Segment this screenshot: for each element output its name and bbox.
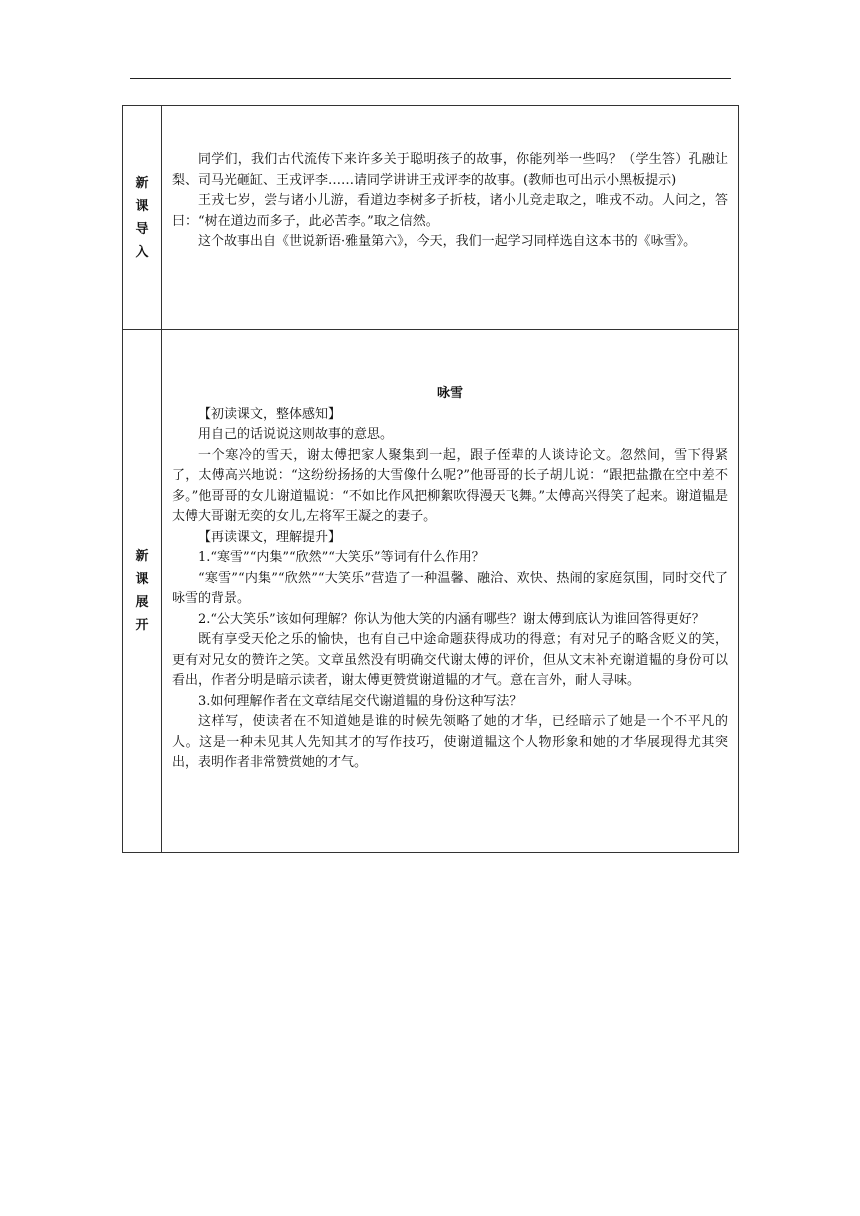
lesson-plan-table bbox=[122, 105, 739, 853]
answer: 既有享受天伦之乐的愉快，也有自己中途命题获得成功的得意；有对兄子的略含贬义的笑，更有对兄女的赞许之笑。文章虽然没有明确交代谢太傅的评价，但从文末补充谢道韫的身份可以看出，作者分明是暗示读者，谢太傅更赞赏谢道韫的才气。意在言外，耐人寻味。 bbox=[172, 632, 728, 688]
answer: 这样写，使读者在不知道她是谁的时候先领略了她的才华，已经暗示了她是一个不平凡的人。这是一种未见其人先知其才的写作技巧，使谢道韫这个人物形象和她的才华展现得尤其突出，表明作者非常赞赏她的才气。 bbox=[172, 714, 728, 770]
question: 3.如何理解作者在文章结尾交代谢道韫的身份这种写法？ bbox=[198, 693, 523, 709]
intro-paragraph: 王戎七岁，尝与诸小儿游，看道边李树多子折枝，诸小儿竞走取之，唯戎不动。人问之，答曰：“树在道边而多子，此必苦李。”取之信然。 bbox=[172, 193, 728, 229]
intro-label-cell bbox=[123, 106, 162, 329]
develop-paragraph: 一个寒冷的雪天，谢太傅把家人聚集到一起，跟子侄辈的人谈诗论文。忽然间，雪下得紧了，太傅高兴地说：“这纷纷扬扬的大雪像什么呢?”他哥哥的长子胡儿说：“跟把盐撒在空中差不多。”他哥哥的女儿谢道韫说：“不如比作风把柳絮吹得漫天飞舞。”太傅高兴得笑了起来。谢道韫是太傅大哥谢无奕的女儿,左将军王凝之的妻子。 bbox=[172, 447, 728, 524]
header-rule bbox=[130, 78, 731, 79]
intro-row bbox=[123, 106, 738, 330]
text-title: 咏雪 bbox=[436, 386, 463, 401]
develop-label-cell bbox=[123, 330, 162, 852]
develop-content bbox=[162, 330, 738, 852]
develop-paragraph: 用自己的话说说这则故事的意思。 bbox=[198, 427, 394, 442]
answer: “寒雪”“内集”“欣然”“大笑乐”营造了一种温馨、融洽、欢快、热闹的家庭氛围，同时交代了咏雪的背景。 bbox=[172, 570, 728, 606]
question: 2.“公大笑乐”该如何理解？你认为他大笑的内涵有哪些？谢太傅到底认为谁回答得更好？ bbox=[198, 611, 705, 627]
intro-content bbox=[162, 106, 738, 329]
develop-label: 新课展开 bbox=[135, 549, 149, 633]
section-heading: 【初读课文，整体感知】 bbox=[198, 406, 342, 422]
intro-paragraph: 同学们，我们古代流传下来许多关于聪明孩子的故事，你能列举一些吗？（学生答）孔融让梨、司马光砸缸、王戎评李……请同学讲讲王戎评李的故事。(教师也可出示小黑板提示) bbox=[172, 152, 728, 188]
question: 1.“寒雪”“内集”“欣然”“大笑乐”等词有什么作用？ bbox=[198, 550, 485, 565]
intro-paragraph: 这个故事出自《世说新语·雅量第六》，今天，我们一起学习同样选自这本书的《咏雪》。 bbox=[198, 234, 697, 249]
section-heading: 【再读课文，理解提升】 bbox=[198, 529, 342, 545]
intro-label: 新课导入 bbox=[135, 175, 149, 260]
develop-row bbox=[123, 330, 738, 852]
